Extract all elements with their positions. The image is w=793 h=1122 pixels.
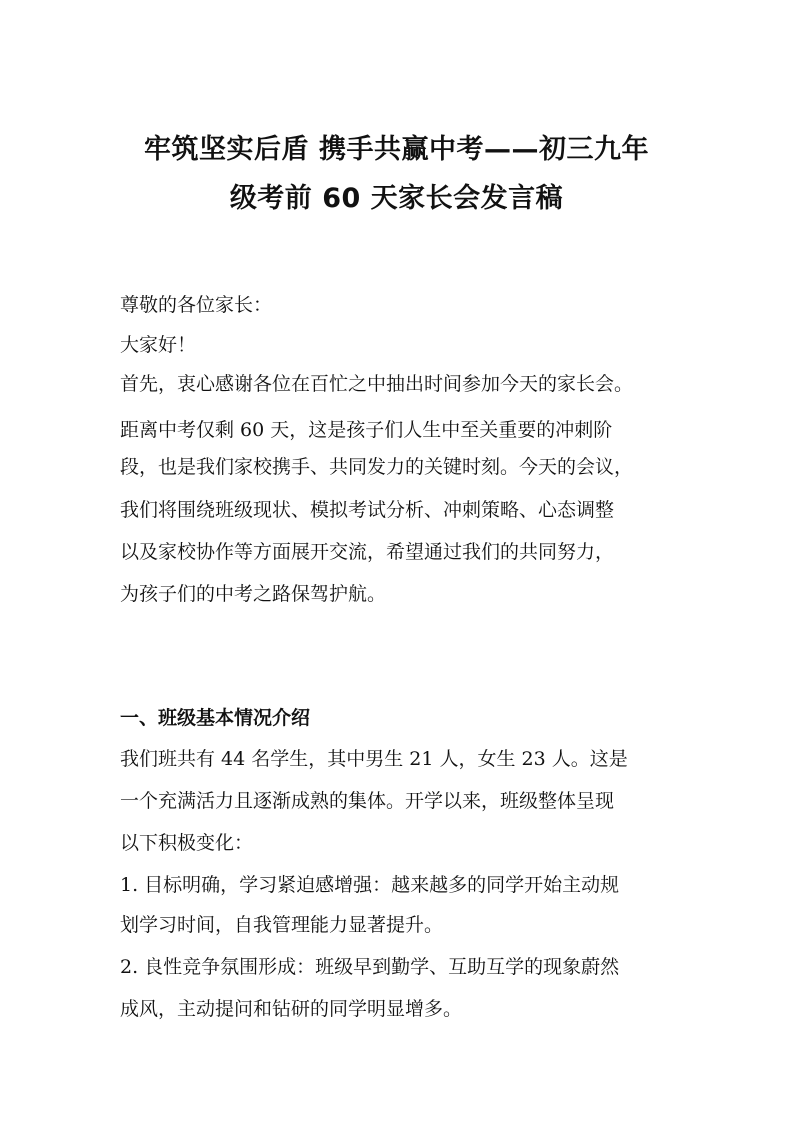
intro-line: 首先，衷心感谢各位在百忙之中抽出时间参加今天的家长会。 — [120, 373, 634, 395]
intro-line: 以及家校协作等方面展开交流，希望通过我们的共同努力， — [120, 541, 615, 563]
list-item: 1. 目标明确，学习紧迫感增强：越来越多的同学开始主动规 — [120, 874, 620, 896]
list-item-continuation: 成风，主动提问和钻研的同学明显增多。 — [120, 998, 463, 1020]
list-item: 2. 良性竞争氛围形成：班级早到勤学、互助互学的现象蔚然 — [120, 956, 620, 978]
intro-line: 为孩子们的中考之路保驾护航。 — [120, 583, 387, 605]
section-line: 一个充满活力且逐渐成熟的集体。开学以来，班级整体呈现 — [120, 790, 615, 812]
document-title-line-2: 级考前 60 天家长会发言稿 — [229, 183, 564, 214]
document-title-line-1: 牢筑坚实后盾 携手共赢中考——初三九年 — [144, 134, 649, 165]
list-item-continuation: 划学习时间，自我管理能力显著提升。 — [120, 914, 444, 936]
section-line: 以下积极变化： — [120, 832, 254, 854]
greeting: 尊敬的各位家长： — [120, 294, 273, 316]
section-line: 我们班共有 44 名学生，其中男生 21 人，女生 23 人。这是 — [120, 748, 628, 770]
intro-line: 段，也是我们家校携手、共同发力的关键时刻。今天的会议， — [120, 456, 634, 478]
intro-line: 我们将围绕班级现状、模拟考试分析、冲刺策略、心态调整 — [120, 499, 615, 521]
section-heading: 一、班级基本情况介绍 — [120, 707, 311, 729]
intro-line: 距离中考仅剩 60 天，这是孩子们人生中至关重要的冲刺阶 — [120, 419, 613, 441]
hello-line: 大家好！ — [120, 334, 197, 356]
